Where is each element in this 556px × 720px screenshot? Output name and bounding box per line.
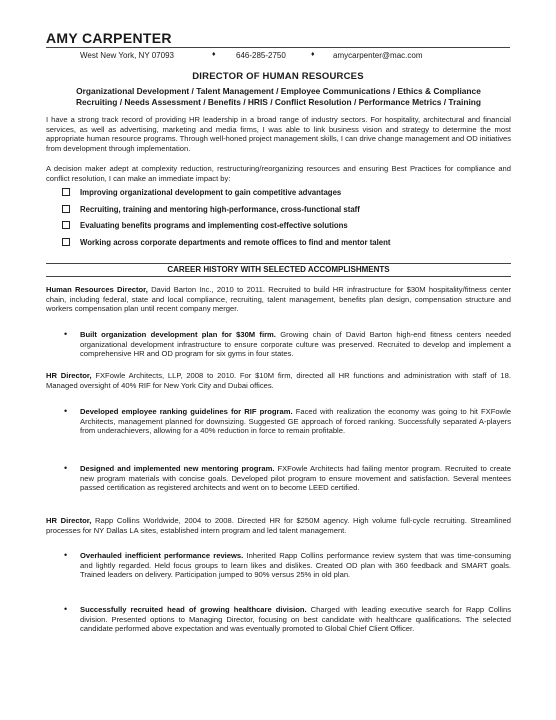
phone: 646-285-2750 xyxy=(236,51,286,60)
accomplishment-text: FXFowle Architects had failing mentor program. Recruited to create new program materials with concise goals. Developed pilot program to ensure movement and satisfaction. Several mentees passed certification as registered architects and went on to become LEED certified. xyxy=(80,464,511,493)
accomplishment-text: Inherited Rapp Collins performance review system that was time-consuming and lightly regarded. Held focus groups to learn likes and dislikes. Created OD plan with 360 feedback and SMART goals. Trained leaders on delivery. Participation jumped to 90% versus 25% in old plan. xyxy=(80,551,512,580)
accomplishment xyxy=(80,407,511,436)
location: West New York, NY 07093 xyxy=(80,51,174,60)
impact-item xyxy=(62,205,360,214)
accomplishment-lead: Developed employee ranking guidelines for RIF program. xyxy=(80,407,293,416)
summary-paragraph: A decision maker adept at complexity reduction, restructuring/reorganizing resources and ensuring Best Practices for compliance and conflict resolution, I can make an immediate impact by: xyxy=(46,164,511,183)
impact-text: Improving organizational development to gain competitive advantages xyxy=(80,188,342,197)
impact-text: Working across corporate departments and remote offices to find and mentor talent xyxy=(80,238,391,247)
job-title: DIRECTOR OF HUMAN RESOURCES xyxy=(192,71,364,82)
accomplishment xyxy=(80,605,511,634)
impact-item xyxy=(62,238,391,247)
candidate-name: AMY CARPENTER xyxy=(46,30,172,46)
keywords-line: Recruiting / Needs Assessment / Benefits / HRIS / Conflict Resolution / Performance Metrics / Training xyxy=(75,97,482,107)
separator-diamond-icon: ♦ xyxy=(212,51,216,58)
accomplishment-text: Growing chain of David Barton high-end fitness centers needed organizational development infrastructure to ensure corporate culture was preserved. Recruited to develop and implement a comprehensive HR and OD program for six gyms in four states. xyxy=(80,330,511,359)
accomplishment xyxy=(80,551,511,580)
summary-paragraph: I have a strong track record of providing HR leadership in a broad range of industry sectors. For hospitality, architectural and financial services, as well as advertising, marketing and media firms, I was able to link business vision and strategy to determine the most appropriate human resource programs. Through well-honed project management skills, I can drive change management and OD initiatives from development through implementation. xyxy=(46,115,512,153)
impact-item xyxy=(62,221,348,230)
accomplishment-lead: Designed and implemented new mentoring program. xyxy=(80,464,275,473)
accomplishment xyxy=(80,330,511,359)
job-description: FXFowle Architects, LLP, 2008 to 2010. For $10M firm, directed all HR functions and administration with staff of 18. Managed oversight of 40% RIF for New York City and Dubai offices. xyxy=(46,371,511,390)
accomplishment-lead: Overhauled inefficient performance reviews. xyxy=(80,551,244,560)
job-entry xyxy=(46,371,511,390)
job-role: HR Director, xyxy=(46,516,92,525)
checkbox-icon xyxy=(62,221,70,229)
bullet-icon: • xyxy=(64,463,68,473)
bullet-icon: • xyxy=(64,604,68,614)
bullet-icon: • xyxy=(64,406,68,416)
bullet-icon: • xyxy=(64,550,68,560)
keywords-line: Organizational Development / Talent Management / Employee Communications / Ethics & Compliance xyxy=(76,86,481,96)
section-heading: CAREER HISTORY WITH SELECTED ACCOMPLISHMENTS xyxy=(46,263,511,277)
job-role: Human Resources Director, xyxy=(46,285,148,294)
accomplishment-lead: Successfully recruited head of growing healthcare division. xyxy=(80,605,307,614)
job-role: HR Director, xyxy=(46,371,92,380)
separator-diamond-icon: ♦ xyxy=(311,51,315,58)
checkbox-icon xyxy=(62,205,70,213)
email: amycarpenter@mac.com xyxy=(333,51,423,60)
header-rule xyxy=(46,47,510,48)
accomplishment xyxy=(80,464,511,493)
checkbox-icon xyxy=(62,238,70,246)
job-description: David Barton Inc., 2010 to 2011. Recruited to build HR infrastructure for $30M hospitality/fitness center chain, including federal, state and local compliance, recruiting, talent management, benefits plan design, compensation structure and workers compensation plan until recent company merger. xyxy=(46,285,511,314)
job-description: Rapp Collins Worldwide, 2004 to 2008. Directed HR for $250M agency. High volume full-cycle recruiting. Streamlined processes for NY Dallas LA sites, established intern program and led talent management. xyxy=(46,516,512,535)
impact-text: Recruiting, training and mentoring high-performance, cross-functional staff xyxy=(80,205,360,214)
job-entry xyxy=(46,516,511,535)
accomplishment-lead: Built organization development plan for $30M firm. xyxy=(80,330,276,339)
accomplishment-text: Faced with realization the economy was going to hit FXFowle Architects, management planned for downsizing. Suggested GE approach of forced ranking. Successfully separated A-players from underachievers, allowing for a 40% reduction in force to remain profitable. xyxy=(80,407,512,436)
impact-item xyxy=(62,188,341,197)
accomplishment-text: Charged with leading executive search for Rapp Collins division. Presented options to Managing Director, focusing on best candidate with healthcare qualifications. The selected candidate performed above expectation and was eventually promoted to Global Chief Client Officer. xyxy=(80,605,511,634)
job-entry xyxy=(46,285,511,314)
checkbox-icon xyxy=(62,188,70,196)
impact-text: Evaluating benefits programs and implementing cost-effective solutions xyxy=(80,221,348,230)
bullet-icon: • xyxy=(64,329,68,339)
